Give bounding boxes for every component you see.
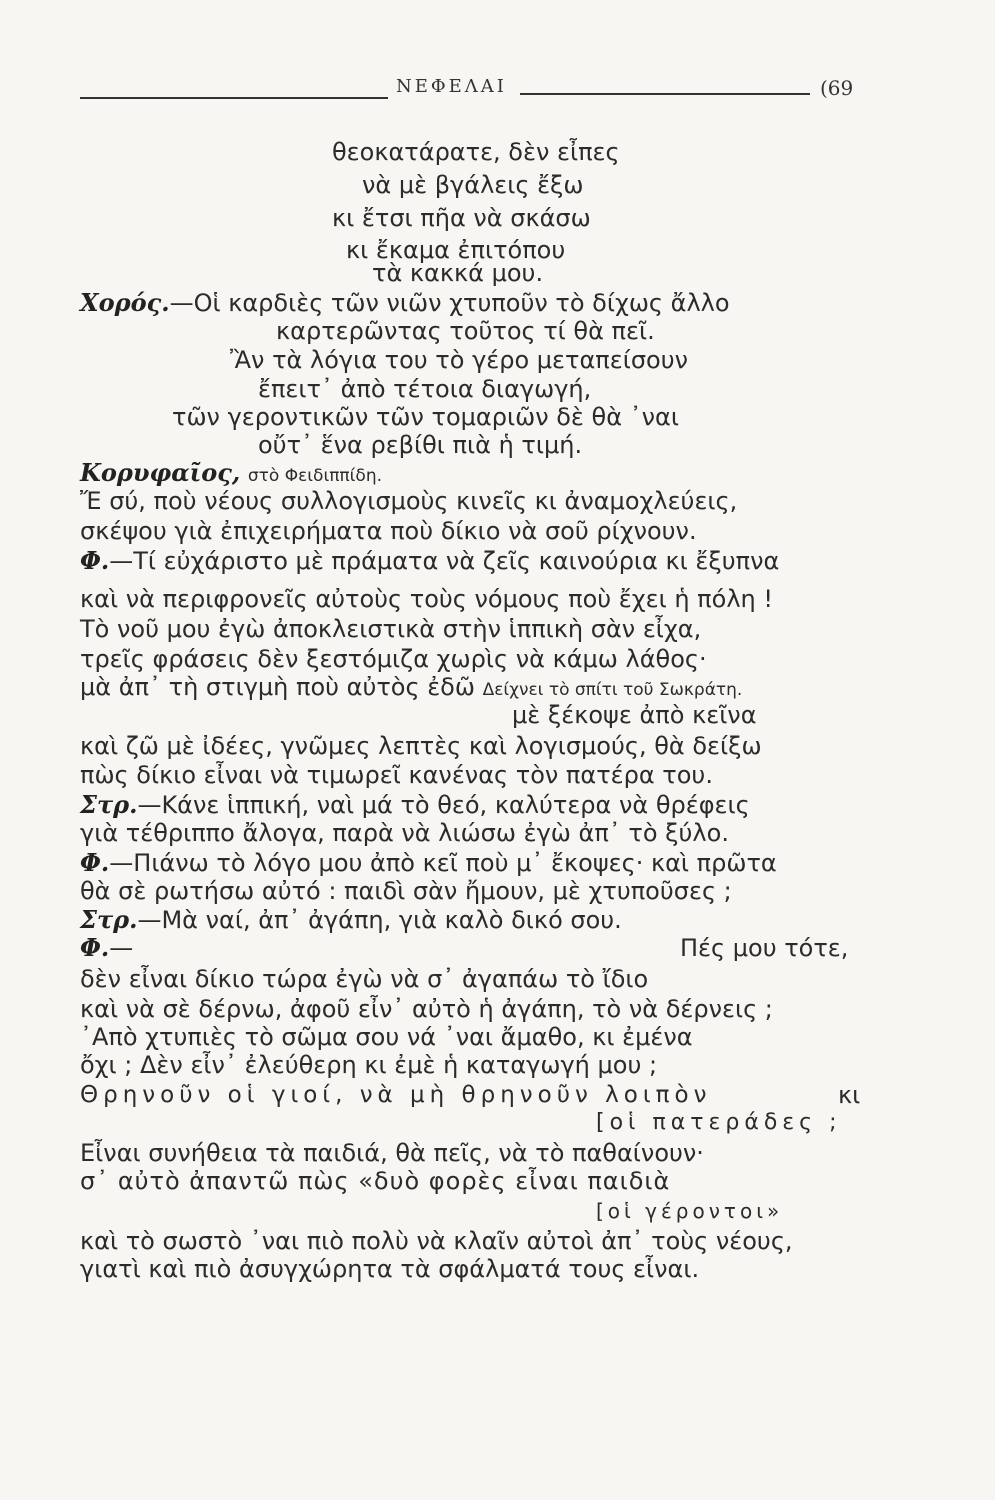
line-text: Πές μου τότε, (680, 934, 849, 962)
line-text: ἔπειτ᾽ ἀπὸ τέτοια διαγωγή, (258, 375, 592, 403)
verse-line (80, 486, 737, 516)
verse-line (362, 170, 584, 200)
verse-line (80, 1166, 670, 1196)
verse-line (80, 1226, 793, 1256)
header-rule-right (520, 93, 810, 95)
verse-line (80, 516, 697, 546)
verse-line (80, 584, 773, 614)
line-text: —Οἱ καρδιὲς τῶν νιῶν χτυποῦν τὸ δίχως ἄλλο (169, 289, 730, 317)
line-text: γιατὶ καὶ πιὸ ἀσυγχώρητα τὰ σφάλματά τους εἶναι. (80, 1255, 700, 1283)
verse-line (332, 137, 620, 167)
verse-line (80, 933, 133, 963)
verse-line (80, 288, 730, 318)
line-text: καὶ τὸ σωστὸ ᾽ναι πιὸ πολὺ νὰ κλαῖν αὐτοὶ ἀπ᾽ τοὺς νέους, (80, 1227, 793, 1255)
verse-line (80, 818, 729, 848)
verse-line (80, 790, 750, 820)
line-text: τῶν γεροντικῶν τῶν τομαριῶν δὲ θὰ ᾽ναι (172, 403, 679, 431)
verse-line (596, 1108, 842, 1138)
line-text: Τὸ νοῦ μου ἐγὼ ἀποκλειστικὰ στὴν ἱππικὴ σὰν εἶχα, (80, 615, 702, 643)
line-text: κι ἔκαμα ἐπιτόπου (346, 236, 566, 264)
line-text: γιὰ τέθριππο ἄλογα, παρὰ νὰ λιώσω ἐγὼ ἀπ᾽ τὸ ξύλο. (80, 819, 729, 847)
line-text: ᾽Απὸ χτυπιὲς τὸ σῶμα σου νά ᾽ναι ἄμαθο, κι ἐμένα (80, 1023, 693, 1051)
line-text: Ἔ σύ, ποὺ νέους συλλογισμοὺς κινεῖς κι ἀναμοχλεύεις, (80, 487, 738, 515)
verse-line (80, 964, 648, 994)
verse-line (276, 316, 655, 346)
line-text: Θρηνοῦν οἱ γιοί, νὰ μὴ θρηνοῦν λοιπὸν (80, 1082, 712, 1108)
verse-line (80, 1050, 657, 1080)
line-text: κι (838, 1081, 861, 1109)
line-text: μὰ ἀπ᾽ τὴ στιγμὴ ποὺ αὐτὸς ἐδῶ (80, 673, 475, 701)
stage-direction: στὸ Φειδιππίδη. (247, 466, 382, 486)
speaker-label: Στρ. (80, 905, 138, 934)
line-text: —Μὰ ναί, ἀπ᾽ ἀγάπη, γιὰ καλὸ δικό σου. (137, 906, 622, 934)
verse-line (258, 430, 582, 460)
speaker-label: Κορυφαῖος, (80, 458, 241, 487)
speaker-label: Στρ. (80, 790, 138, 819)
line-text: μὲ ξέκοψε ἀπὸ κεῖνα (512, 701, 757, 729)
line-text: —Πιάνω τὸ λόγο μου ἀπὸ κεῖ ποὺ μ᾽ ἔκοψες· καὶ πρῶτα (109, 849, 777, 877)
line-text: Εἶναι συνήθεια τὰ παιδιά, θὰ πεῖς, νὰ τὸ παθαίνουν· (80, 1139, 704, 1167)
verse-line (80, 905, 622, 935)
line-text: πὼς δίκιο εἶναι νὰ τιμωρεῖ κανένας τὸν πατέρα του. (80, 761, 713, 789)
page-number: (69 (820, 76, 854, 100)
verse-line (838, 1080, 860, 1110)
verse-line (512, 700, 757, 730)
line-text: θὰ σὲ ρωτήσω αὐτό : παιδὶ σὰν ἤμουν, μὲ χτυποῦσες ; (80, 877, 732, 905)
verse-line (80, 1138, 704, 1168)
line-text: τὰ κακκά μου. (372, 259, 544, 287)
verse-line (80, 1254, 699, 1284)
line-text: [οἱ γέροντοι» (596, 1199, 784, 1223)
verse-line (230, 345, 688, 375)
speaker-label: Φ. (80, 848, 110, 877)
line-text: κι ἔτσι πῆα νὰ σκάσω (332, 204, 591, 232)
line-text: νὰ μὲ βγάλεις ἔξω (362, 171, 584, 199)
line-text: καὶ ζῶ μὲ ἰδέες, γνῶμες λεπτὲς καὶ λογισμούς, θὰ δείξω (80, 732, 762, 760)
line-text: θεοκατάρατε, δὲν εἶπες (332, 138, 620, 166)
line-text: καὶ νὰ περιφρονεῖς αὐτοὺς τοὺς νόμους ποὺ ἔχει ἡ πόλη ! (80, 585, 773, 613)
line-text: — (109, 934, 134, 962)
stage-direction: Δείχνει τὸ σπίτι τοῦ Σωκράτη. (482, 680, 743, 700)
line-text: καὶ νὰ σὲ δέρνω, ἀφοῦ εἶν᾽ αὐτὸ ἡ ἀγάπη, τὸ νὰ δέρνεις ; (80, 995, 773, 1023)
verse-line (80, 994, 773, 1024)
verse-line (680, 933, 848, 963)
speaker-label: Φ. (80, 546, 110, 575)
verse-line (80, 848, 777, 878)
verse-line (596, 1196, 783, 1226)
speaker-label: Φ. (80, 933, 110, 962)
line-text: σ᾽ αὐτὸ ἀπαντῶ πὼς «δυὸ φορὲς εἶναι παιδιὰ (80, 1167, 671, 1195)
speaker-label: Χορός. (80, 288, 170, 317)
verse-line (80, 760, 713, 790)
verse-line (80, 876, 732, 906)
running-header-title: ΝΕΦΕΛΑΙ (396, 76, 507, 97)
verse-line (80, 731, 762, 761)
line-text: δὲν εἶναι δίκιο τώρα ἐγὼ νὰ σ᾽ ἀγαπάω τὸ ἴδιο (80, 965, 649, 993)
verse-line (80, 1022, 693, 1052)
verse-line (258, 374, 591, 404)
verse-line (372, 258, 543, 288)
verse-line (80, 1080, 711, 1110)
line-text: σκέψου γιὰ ἐπιχειρήματα ποὺ δίκιο νὰ σοῦ ρίχνουν. (80, 517, 697, 545)
verse-line (80, 546, 779, 576)
verse-line (80, 614, 701, 644)
line-text: —Τί εὐχάριστο μὲ πράματα νὰ ζεῖς καινούρια κι ἔξυπνα (109, 547, 780, 575)
header-rule-left (80, 97, 388, 99)
line-text: [οἱ πατεράδες ; (596, 1110, 842, 1135)
line-text: Ἂν τὰ λόγια του τὸ γέρο μεταπείσουν (230, 346, 689, 374)
verse-line (332, 203, 591, 233)
line-text: ὄχι ; Δὲν εἶν᾽ ἐλεύθερη κι ἐμὲ ἡ καταγωγή μου ; (80, 1051, 658, 1079)
line-text: —Κάνε ἱππική, ναὶ μά τὸ θεό, καλύτερα νὰ θρέφεις (137, 791, 750, 819)
line-text: οὔτ᾽ ἕνα ρεβίθι πιὰ ἡ τιμή. (258, 431, 583, 459)
line-text: τρεῖς φράσεις δὲν ξεστόμιζα χωρὶς νὰ κάμω λάθος· (80, 645, 707, 673)
verse-line (80, 644, 707, 674)
verse-line (172, 402, 679, 432)
line-text: καρτερῶντας τοῦτος τί θὰ πεῖ. (276, 317, 655, 345)
